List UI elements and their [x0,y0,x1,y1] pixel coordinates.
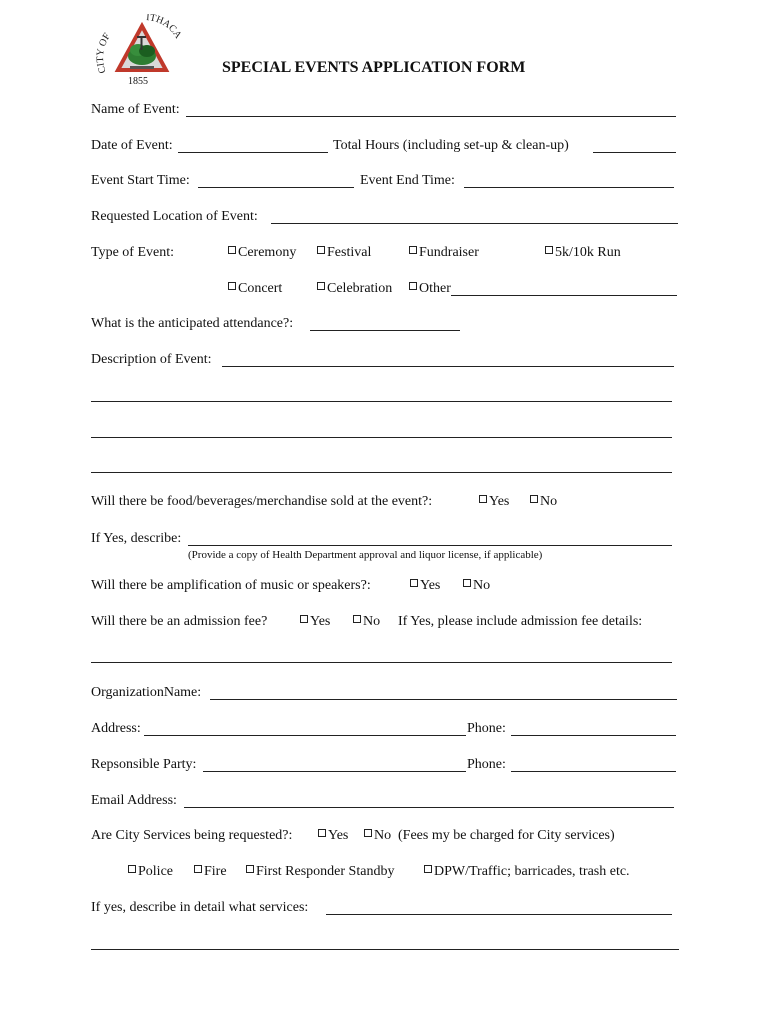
responsible-party-label: Repsonsible Party: [91,757,197,772]
checkbox-icon [194,865,202,873]
checkbox-icon [228,282,236,290]
checkbox-icon [409,246,417,254]
food-describe-field[interactable] [188,545,672,546]
service-police-checkbox[interactable]: Police [128,864,173,880]
checkbox-icon [545,246,553,254]
event-name-field[interactable] [186,116,676,117]
description-label: Description of Event: [91,352,212,367]
checkbox-fundraiser[interactable]: Fundraiser [409,245,479,261]
address-field[interactable] [144,735,466,736]
food-question: Will there be food/beverages/merchandise sold at the event?: [91,494,433,509]
end-time-label: Event End Time: [360,173,455,188]
total-hours-label: Total Hours (including set-up & clean-up) [333,138,569,153]
svg-text:ITHACA: ITHACA [145,14,184,41]
responsible-phone-field[interactable] [511,771,676,772]
checkbox-icon [246,865,254,873]
amplification-no-checkbox[interactable]: No [463,578,490,594]
organization-field[interactable] [210,699,677,700]
checkbox-icon [463,579,471,587]
amplification-question: Will there be amplification of music or speakers?: [91,578,371,593]
address-phone-label: Phone: [467,721,506,736]
start-time-field[interactable] [198,187,354,188]
food-yes-checkbox[interactable]: Yes [479,494,509,510]
fees-note: (Fees my be charged for City services) [398,828,615,843]
checkbox-celebration[interactable]: Celebration [317,281,392,297]
checkbox-icon [128,865,136,873]
checkbox-icon [353,615,361,623]
city-services-question: Are City Services being requested?: [91,828,293,843]
checkbox-concert[interactable]: Concert [228,281,282,297]
address-label: Address: [91,721,141,736]
responsible-party-field[interactable] [203,771,466,772]
services-detail-label: If yes, describe in detail what services: [91,900,309,915]
description-field-line-3[interactable] [91,437,672,438]
organization-label: OrganizationName: [91,685,202,700]
service-first-responder-checkbox[interactable]: First Responder Standby [246,864,394,880]
description-field-line-2[interactable] [91,401,672,402]
form-title: SPECIAL EVENTS APPLICATION FORM [222,59,526,76]
event-type-label: Type of Event: [91,245,174,260]
event-date-field[interactable] [178,152,328,153]
seal-icon [94,14,190,90]
other-type-field[interactable] [451,295,677,296]
checkbox-icon [228,246,236,254]
checkbox-icon [530,495,538,503]
svg-text:CITY OF: CITY OF [94,31,113,75]
checkbox-icon [410,579,418,587]
service-fire-checkbox[interactable]: Fire [194,864,227,880]
email-field[interactable] [184,807,674,808]
checkbox-icon [317,246,325,254]
checkbox-icon [424,865,432,873]
checkbox-icon [318,829,326,837]
svg-text:1855: 1855 [128,76,148,87]
city-seal-logo [94,14,190,90]
admission-question: Will there be an admission fee? [91,614,268,629]
amplification-yes-checkbox[interactable]: Yes [410,578,440,594]
service-dpw-checkbox[interactable]: DPW/Traffic; barricades, trash etc. [424,864,630,880]
email-label: Email Address: [91,793,177,808]
checkbox-run[interactable]: 5k/10k Run [545,245,621,261]
location-label: Requested Location of Event: [91,209,258,224]
services-detail-field-line-2[interactable] [91,949,679,950]
checkbox-icon [409,282,417,290]
admission-yes-checkbox[interactable]: Yes [300,614,330,630]
checkbox-ceremony[interactable]: Ceremony [228,245,296,261]
checkbox-icon [300,615,308,623]
health-department-note: (Provide a copy of Health Department approval and liquor license, if applicable) [188,549,543,561]
event-name-label: Name of Event: [91,102,180,117]
checkbox-icon [317,282,325,290]
attendance-label: What is the anticipated attendance?: [91,316,294,331]
admission-details-label: If Yes, please include admission fee details: [398,614,643,629]
food-no-checkbox[interactable]: No [530,494,557,510]
location-field[interactable] [271,223,678,224]
checkbox-festival[interactable]: Festival [317,245,371,261]
city-services-yes-checkbox[interactable]: Yes [318,828,348,844]
admission-no-checkbox[interactable]: No [353,614,380,630]
total-hours-field[interactable] [593,152,676,153]
description-field-line-1[interactable] [222,366,674,367]
address-phone-field[interactable] [511,735,676,736]
services-detail-field-line-1[interactable] [326,914,672,915]
checkbox-other[interactable]: Other [409,281,451,297]
responsible-phone-label: Phone: [467,757,506,772]
checkbox-icon [479,495,487,503]
city-services-no-checkbox[interactable]: No [364,828,391,844]
event-date-label: Date of Event: [91,138,173,153]
admission-details-field[interactable] [91,662,672,663]
description-field-line-4[interactable] [91,472,672,473]
attendance-field[interactable] [310,330,460,331]
start-time-label: Event Start Time: [91,173,190,188]
checkbox-icon [364,829,372,837]
end-time-field[interactable] [464,187,674,188]
if-yes-describe-label: If Yes, describe: [91,531,182,546]
